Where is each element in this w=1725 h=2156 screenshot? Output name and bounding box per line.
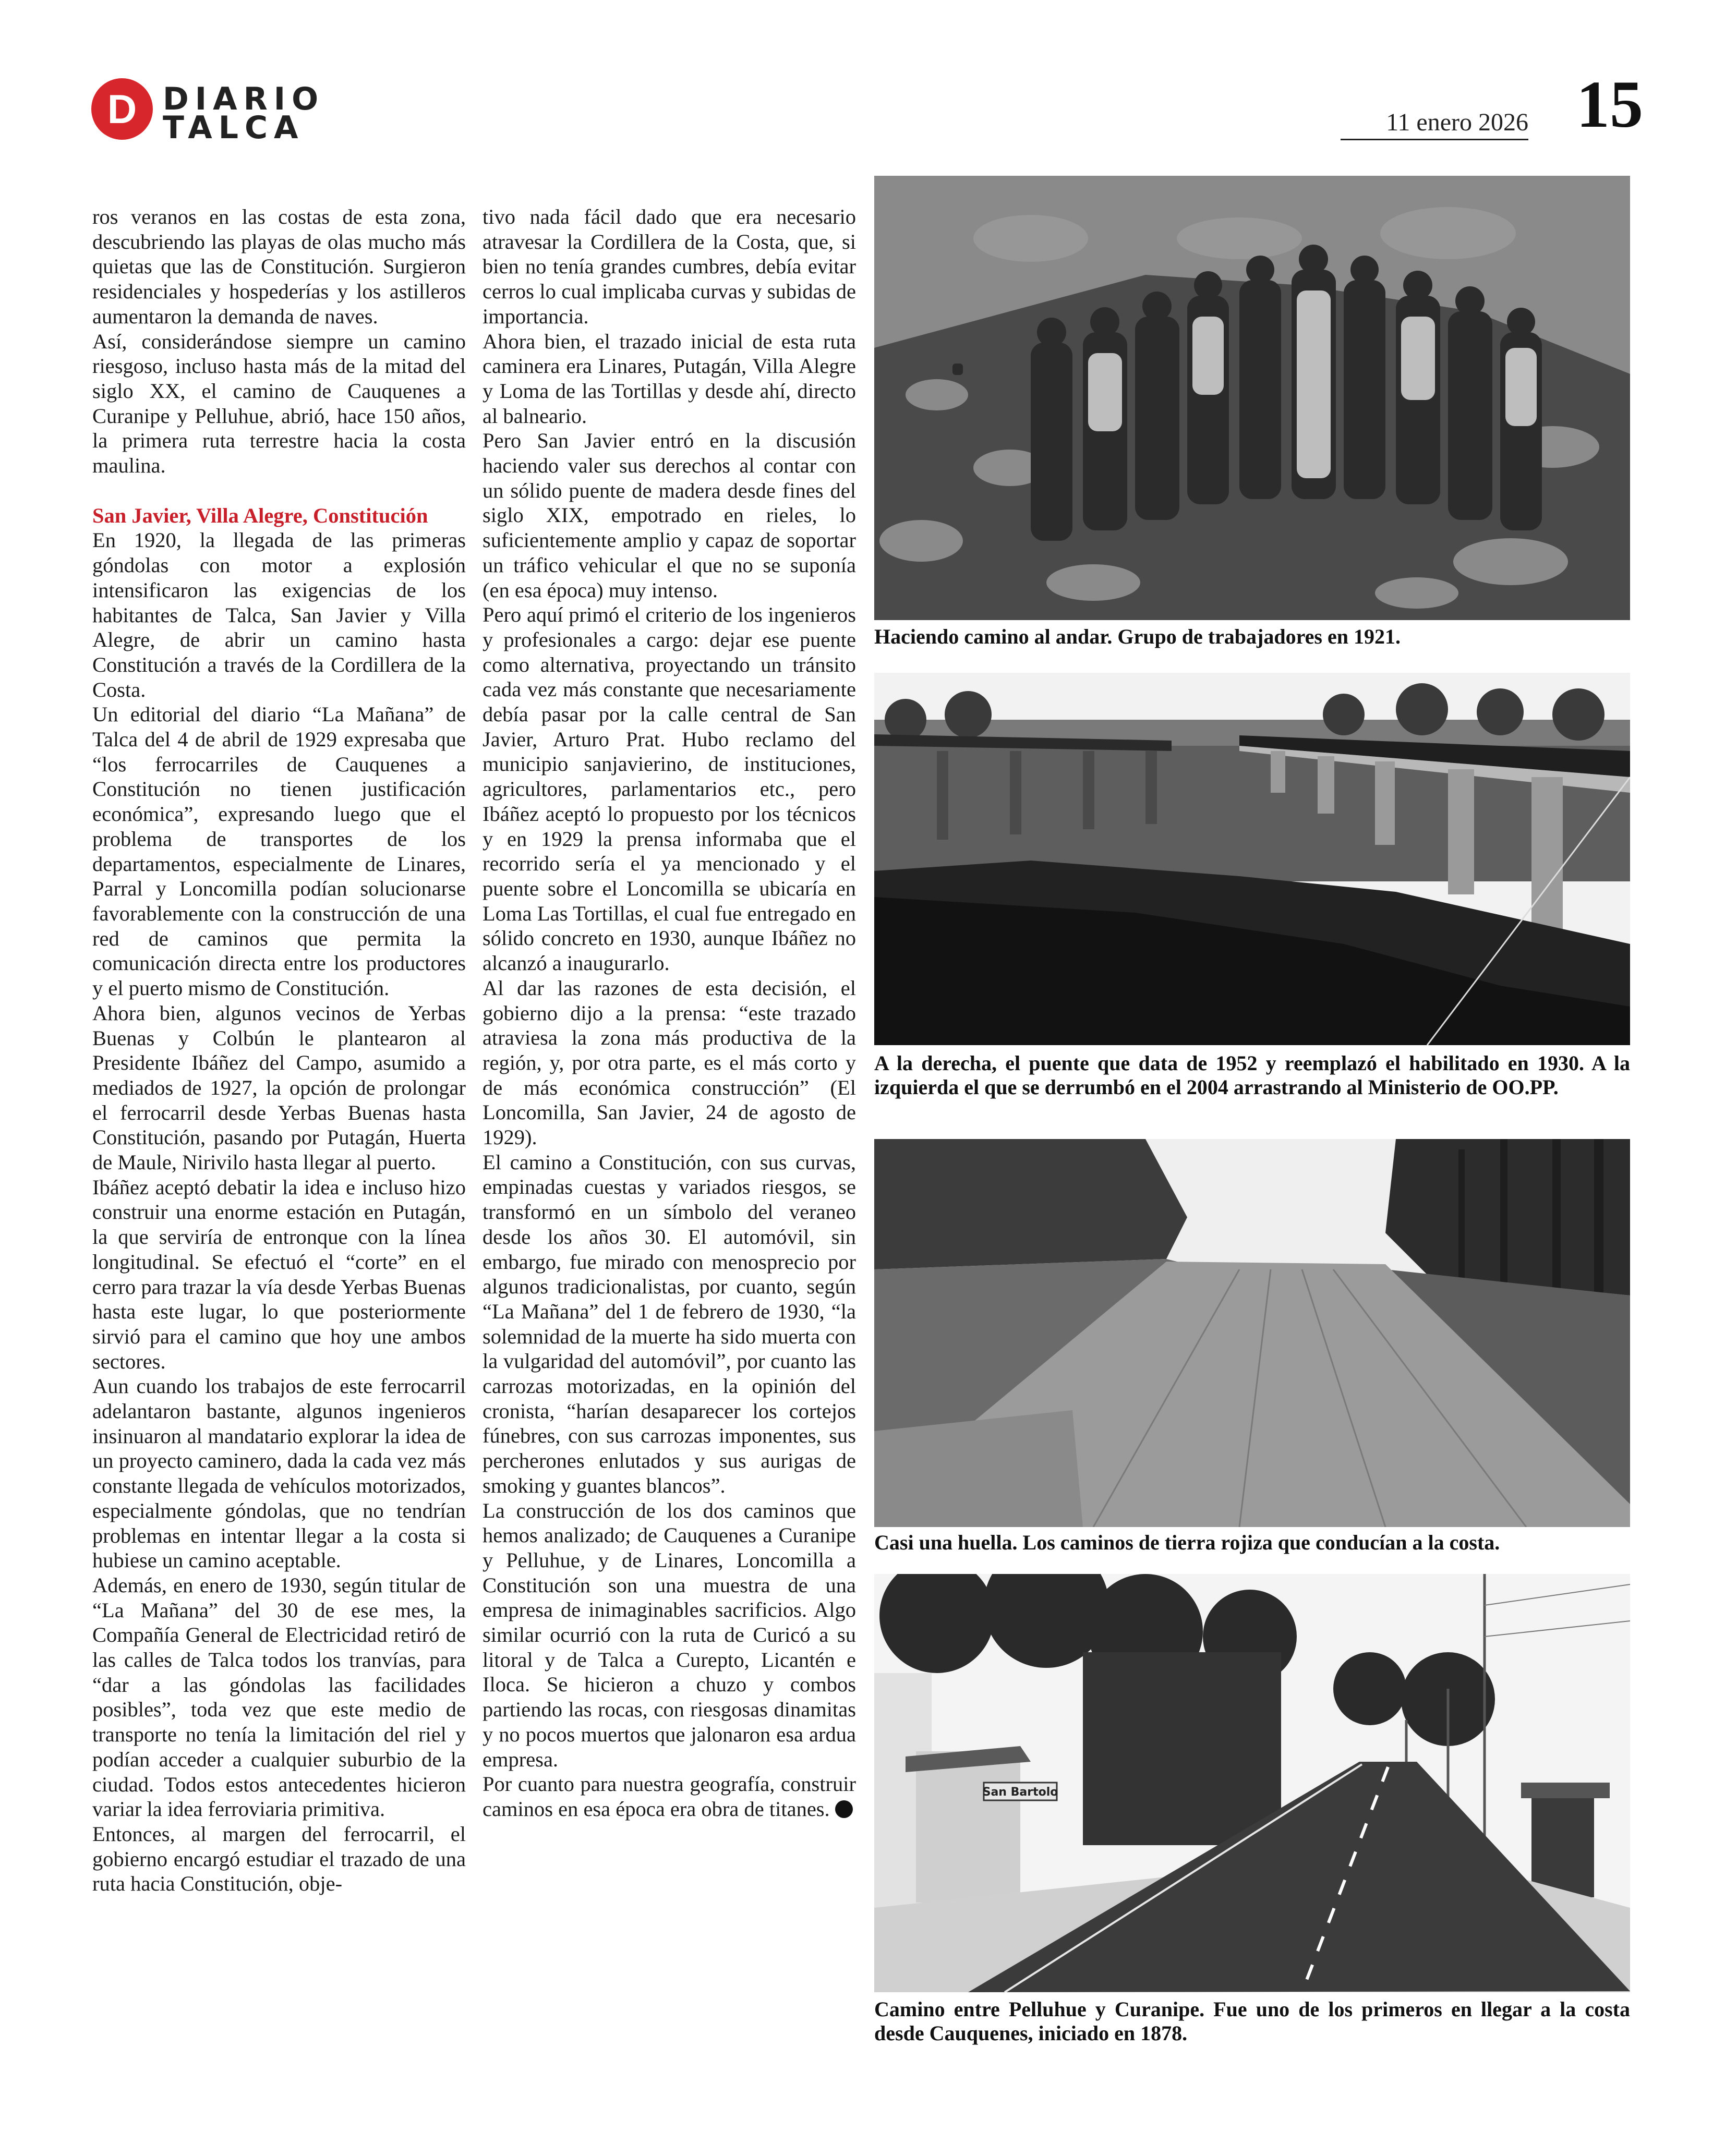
logo-letter: D	[107, 86, 137, 132]
photo-workers-image	[874, 176, 1630, 620]
paragraph: Además, en enero de 1930, según titular de “La Mañana” del 30 de ese mes, la Compañía General de Electricidad retiró de las calles de Talca todos los tranvías, para “dar a las góndolas las facilidades posibles”, toda vez que este medio de transporte no tenía la limitación del riel y podían acceder a cualquier suburbio de la ciudad. Todos estos antecedentes hicieron variar la idea ferroviaria primitiva.	[92, 1573, 466, 1821]
paragraph: Aun cuando los trabajos de este ferrocarril adelantaron bastante, algunos ingenieros insinuaron al mandatario explorar la idea de un proyecto caminero, dada la cada vez más constante llegada de vehículos motorizados, especialmente góndolas, que no tendrían problemas en intentar llegar a la costa si hubiese un camino aceptable.	[92, 1374, 466, 1572]
photo-paved-road	[874, 1574, 1630, 1992]
date-rule	[1341, 139, 1528, 140]
paragraph: Pero aquí primó el criterio de los ingenieros y profesionales a cargo: dejar ese puente como alternativa, proyectando un tránsito cada vez más constante que necesariamente debía pasar por la calle central de San Javier, Arturo Prat. Hubo reclamo del municipio sanjavierino, de instituciones, agricultores, parlamentarios etc., pero Ibáñez aceptó lo propuesto por los técnicos y en 1929 la prensa informaba que el recorrido sería el ya mencionado y el puente sobre el Loncomilla se ubicaría en Loma Las Tortillas, el cual fue entregado en sólido concreto en 1930, aunque Ibáñez no alcanzó a inaugurarlo.	[482, 603, 856, 975]
article-column-1	[92, 204, 466, 1896]
paragraph: tivo nada fácil dado que era necesario atravesar la Cordillera de la Costa, que, si bien no tenía grandes cumbres, debía evitar cerros lo cual implicaba curvas y subidas de importancia.	[482, 205, 856, 328]
paragraph: Un editorial del diario “La Mañana” de Talca del 4 de abril de 1929 expresaba que “los ferrocarriles de Cauquenes a Constitución no tienen justificación económica”, expresando luego que el problema de transportes de los departamentos, especialmente de Linares, Parral y Loncomilla podían solucionarse favorablemente con la construcción de una red de caminos que permita la comunicación directa entre los productores y el puerto mismo de Constitución.	[92, 702, 466, 1000]
logo-icon	[91, 78, 153, 140]
brand-line-1: DIARIO	[163, 81, 325, 117]
photo-bridges	[874, 673, 1630, 1045]
final-paragraph	[482, 1772, 856, 1821]
photo-bridges-image	[874, 673, 1630, 1045]
page-number: 15	[1576, 67, 1643, 141]
shop-sign: San Bartolo	[982, 1786, 1058, 1799]
section-subhead: San Javier, Villa Alegre, Constitución	[92, 503, 428, 527]
paragraph: Entonces, al margen del ferrocarril, el gobierno encargó estudiar el trazado de una ruta hacia Constitución, obje-	[92, 1822, 466, 1896]
paragraph: El camino a Constitución, con sus curvas, empinadas cuestas y variados riesgos, se transformó en un símbolo del veraneo desde los años 30. El automóvil, sin embargo, fue mirado con menosprecio por algunos tradicionalistas, por cuanto, según “La Mañana” del 1 de febrero de 1930, “la solemnidad de la muerte ha sido muerta con la vulgaridad del automóvil”, por cuanto las carrozas motorizadas, en la opinión del cronista, “harían desaparecer los cortejos fúnebres, con sus carrozas imponentes, sus percherones enlutados y sus aurigas de smoking y guantes blancos”.	[482, 1150, 856, 1497]
paragraph: Así, considerándose siempre un camino riesgoso, incluso hasta más de la mitad del siglo XX, el camino de Cauquenes a Curanipe y Pelluhue, abrió, hace 150 años, la primera ruta terrestre hacia la costa maulina.	[92, 329, 466, 478]
final-paragraph-text: Por cuanto para nuestra geografía, construir caminos en esa época era obra de titanes.	[482, 1772, 856, 1821]
photo-dirt-road	[874, 1139, 1630, 1527]
paragraph: Ahora bien, algunos vecinos de Yerbas Buenas y Colbún le plantearon al Presidente Ibáñez del Campo, asumido a mediados de 1927, la opción de prolongar el ferrocarril desde Yerbas Buenas hasta Constitución, pasando por Putagán, Huerta de Maule, Nirivilo hasta llegar al puerto.	[92, 1001, 466, 1174]
paragraph: Ibáñez aceptó debatir la idea e incluso hizo construir una enorme estación en Putagán, la que serviría de entronque con la línea longitudinal. Se efectuó el “corte” en el cerro para trazar la vía desde Yerbas Buenas hasta este lugar, lo que posteriormente sirvió para el camino que hoy une ambos sectores.	[92, 1175, 466, 1373]
photo-caption-bridges: A la derecha, el puente que data de 1952 y reemplazó el habilitado en 1930. A la izquierda el que se derrumbó en el 2004 arrastrando al Ministerio de OO.PP.	[874, 1051, 1630, 1099]
end-of-article-icon	[835, 1800, 853, 1818]
paragraph: En 1920, la llegada de las primeras góndolas con motor a explosión intensificaron las exigencias de los habitantes de Talca, San Javier y Villa Alegre, de abrir un camino hasta Constitución a través de la Cordillera de la Costa.	[92, 528, 466, 701]
photo-paved-road-image	[874, 1574, 1630, 1992]
issue-date: 11 enero 2026	[1386, 108, 1528, 136]
paragraph: La construcción de los dos caminos que hemos analizado; de Cauquenes a Curanipe y Pelluhue, y de Linares, Loncomilla a Constitución son una muestra de una empresa de inimaginables sacrificios. Algo similar ocurrió con la ruta de Curicó a su litoral y de Talca a Curepto, Licantén e Iloca. Se hicieron a chuzo y combos partiendo las rocas, con riesgosas dinamitas y no pocos muertos que jalonaron esa ardua empresa.	[482, 1498, 856, 1771]
article-column-2	[482, 204, 856, 1822]
photo-workers-1921	[874, 176, 1630, 620]
paragraph: Ahora bien, el trazado inicial de esta ruta caminera era Linares, Putagán, Villa Alegre y Loma de las Tortillas y desde ahí, directo al balneario.	[482, 329, 856, 428]
brand-line-2: TALCA	[163, 110, 305, 146]
paragraph: ros veranos en las costas de esta zona, descubriendo las playas de olas mucho más quietas que las de Constitución. Surgieron residenciales y hospederías y los astilleros aumentaron la demanda de naves.	[92, 205, 466, 328]
photo-caption-paved-road: Camino entre Pelluhue y Curanipe. Fue uno de los primeros en llegar a la costa desde Cauquenes, iniciado en 1878.	[874, 1997, 1630, 2045]
paragraph: Al dar las razones de esta decisión, el gobierno dijo a la prensa: “este trazado atraviesa la zona más productiva de la región, y, por otra parte, es el más corto y de más económica construcción” (El Loncomilla, San Javier, 24 de agosto de 1929).	[482, 976, 856, 1149]
photo-dirt-road-image	[874, 1139, 1630, 1527]
photo-caption-workers: Haciendo camino al andar. Grupo de trabajadores en 1921.	[874, 625, 1401, 648]
photo-caption-dirt-road: Casi una huella. Los caminos de tierra rojiza que conducían a la costa.	[874, 1531, 1500, 1554]
paragraph: Pero San Javier entró en la discusión haciendo valer sus derechos al contar con un sólido puente de madera desde fines del siglo XIX, empotrado en rieles, lo suficientemente amplio y capaz de soportar un tráfico vehicular el que no se suponía (en esa época) muy intenso.	[482, 429, 856, 602]
